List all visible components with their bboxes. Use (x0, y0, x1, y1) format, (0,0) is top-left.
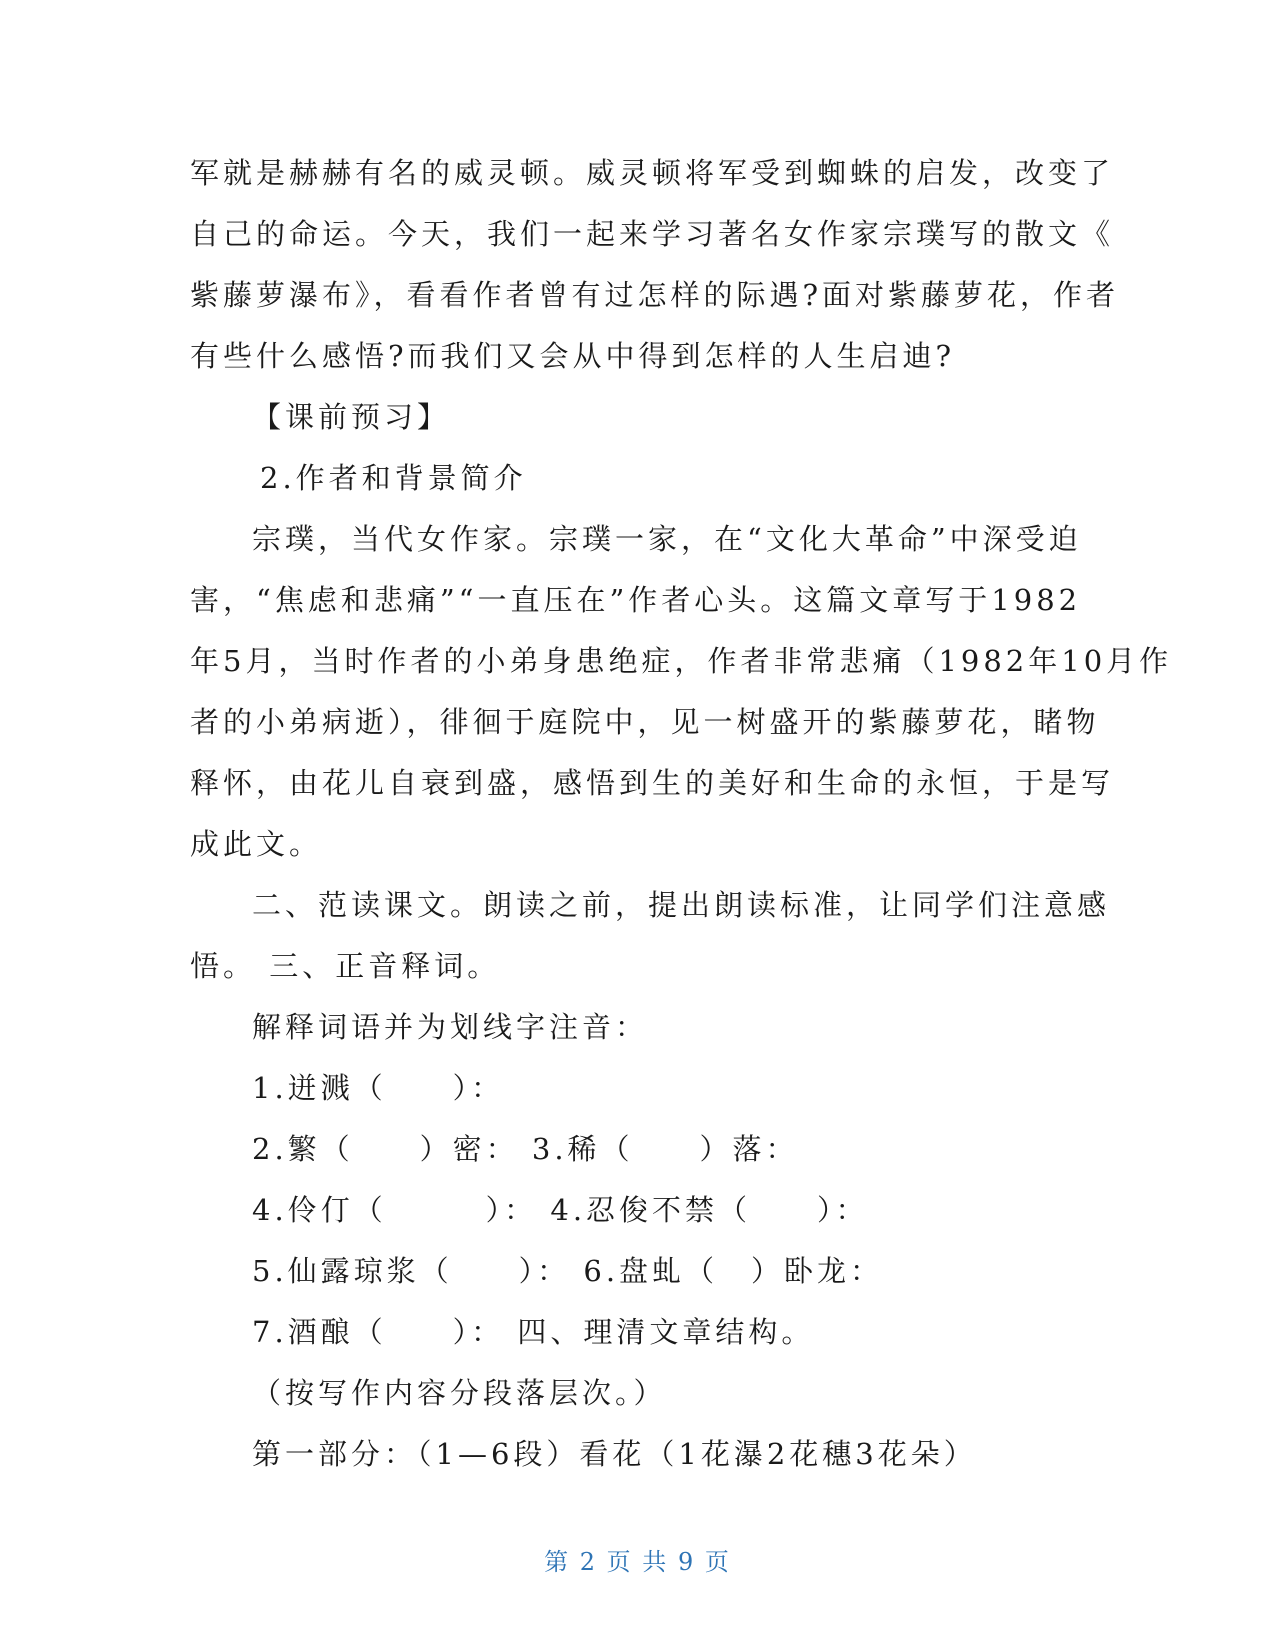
exercise-item: 1.迸溅（ ）： (252, 1071, 505, 1105)
paragraph-line: 者的小弟病逝），徘徊于庭院中，见一树盛开的紫藤萝花，睹物 (190, 705, 1100, 739)
exercise-item: 2.繁（ ）密： 3.稀（ ）落： (252, 1132, 799, 1166)
section-heading: 【课前预习】 (252, 400, 451, 434)
paragraph-line: 紫藤萝瀑布》，看看作者曾有过怎样的际遇?面对紫藤萝花，作者 (190, 278, 1120, 312)
paragraph-line: （按写作内容分段落层次。） (252, 1376, 667, 1410)
exercise-item: 4.伶仃（ ）： 4.忍俊不禁（ ）： (252, 1193, 869, 1227)
exercise-item: 7.酒酿（ ）： 四、理清文章结构。 (252, 1315, 815, 1349)
paragraph-line: 害，“焦虑和悲痛”“一直压在”作者心头。这篇文章写于1982 (190, 583, 1082, 617)
paragraph-line: 二、范读课文。朗读之前，提出朗读标准，让同学们注意感 (252, 888, 1111, 922)
paragraph-line: 释怀，由花儿自衰到盛，感悟到生的美好和生命的永恒，于是写 (190, 766, 1115, 800)
document-body (190, 143, 1173, 1485)
paragraph-line: 悟。 三、正音释词。 (190, 949, 501, 983)
exercise-item: 5.仙露琼浆（ ）： 6.盘虬（ ）卧龙： (252, 1254, 884, 1288)
paragraph-line: 有些什么感悟?而我们又会从中得到怎样的人生启迪? (190, 339, 956, 373)
paragraph-line: 年5月，当时作者的小弟身患绝症，作者非常悲痛（1982年10月作 (190, 644, 1173, 678)
paragraph-line: 军就是赫赫有名的威灵顿。威灵顿将军受到蜘蛛的启发，改变了 (190, 156, 1115, 190)
subsection-heading: 2.作者和背景简介 (260, 461, 527, 495)
page-number-footer: 第 2 页 共 9 页 (544, 1548, 731, 1576)
instruction-line: 解释词语并为划线字注音： (252, 1010, 649, 1044)
paragraph-line: 第一部分：（1—6段）看花（1花瀑2花穗3花朵） (252, 1437, 977, 1471)
paragraph-line: 宗璞，当代女作家。宗璞一家，在“文化大革命”中深受迫 (252, 522, 1082, 556)
paragraph-line: 自己的命运。今天，我们一起来学习著名女作家宗璞写的散文《 (190, 217, 1115, 251)
paragraph-line: 成此文。 (190, 827, 323, 861)
